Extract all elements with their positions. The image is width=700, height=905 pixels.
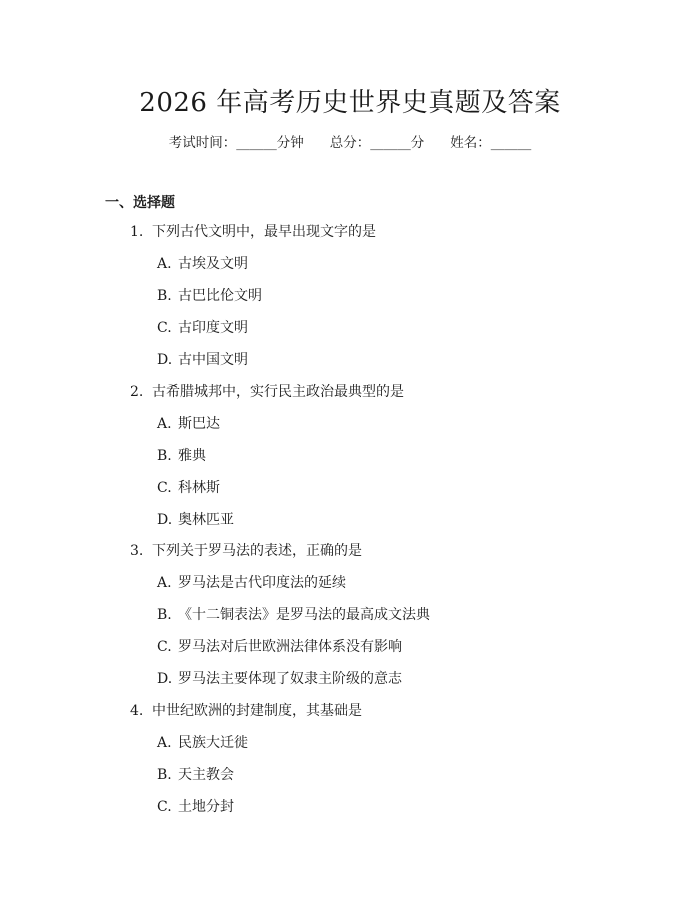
exam-time-field: 考试时间：______分钟	[168, 135, 304, 151]
option-text: 天主教会	[178, 767, 234, 783]
option-letter: A.	[157, 416, 172, 432]
question-number: 2.	[130, 384, 144, 400]
option-1c	[157, 319, 248, 337]
question-text: 古希腊城邦中，实行民主政治最典型的是	[152, 384, 404, 400]
section-heading: 一、选择题	[105, 195, 175, 211]
option-2d	[157, 511, 234, 529]
option-2b	[157, 447, 206, 465]
option-text: 《十二铜表法》是罗马法的最高成文法典	[178, 607, 430, 623]
option-4b	[157, 766, 234, 784]
question-text: 中世纪欧洲的封建制度，其基础是	[152, 703, 362, 719]
question-text: 下列古代文明中，最早出现文字的是	[152, 224, 376, 240]
exam-meta	[0, 131, 700, 151]
option-1d	[157, 351, 248, 369]
option-letter: C.	[157, 799, 172, 815]
option-letter: B.	[157, 448, 172, 464]
option-text: 科林斯	[178, 480, 220, 496]
option-letter: A.	[157, 256, 172, 272]
name-field: 姓名：______	[450, 135, 532, 151]
option-letter: D.	[157, 352, 173, 368]
question-4	[130, 702, 362, 720]
option-3c	[157, 638, 402, 656]
option-letter: B.	[157, 607, 172, 623]
option-letter: C.	[157, 320, 172, 336]
option-text: 古埃及文明	[178, 256, 248, 272]
option-letter: B.	[157, 767, 172, 783]
option-2a	[157, 415, 220, 433]
option-letter: D.	[157, 512, 173, 528]
option-1b	[157, 287, 262, 305]
option-text: 民族大迁徙	[178, 735, 248, 751]
question-3	[130, 542, 362, 560]
option-4a	[157, 734, 248, 752]
question-number: 3.	[130, 543, 144, 559]
question-2	[130, 383, 404, 401]
option-text: 古中国文明	[178, 352, 248, 368]
question-1	[130, 223, 376, 241]
option-3d	[157, 670, 402, 688]
option-letter: C.	[157, 480, 172, 496]
option-letter: B.	[157, 288, 172, 304]
question-text: 下列关于罗马法的表述，正确的是	[152, 543, 362, 559]
page-title: 2026 年高考历史世界史真题及答案	[139, 88, 561, 118]
option-text: 奥林匹亚	[178, 512, 234, 528]
option-text: 土地分封	[178, 799, 234, 815]
option-text: 古巴比伦文明	[178, 288, 262, 304]
option-3b	[157, 606, 430, 624]
question-number: 1.	[130, 224, 144, 240]
option-text: 罗马法是古代印度法的延续	[178, 575, 346, 591]
option-text: 罗马法对后世欧洲法律体系没有影响	[178, 639, 402, 655]
option-4c	[157, 798, 234, 816]
option-2c	[157, 479, 220, 497]
option-3a	[157, 574, 346, 592]
option-letter: A.	[157, 735, 172, 751]
option-text: 斯巴达	[178, 416, 220, 432]
option-letter: A.	[157, 575, 172, 591]
option-1a	[157, 255, 248, 273]
option-text: 古印度文明	[178, 320, 248, 336]
option-letter: C.	[157, 639, 172, 655]
question-number: 4.	[130, 703, 144, 719]
total-score-field: 总分：______分	[329, 135, 425, 151]
option-text: 罗马法主要体现了奴隶主阶级的意志	[178, 671, 402, 687]
option-text: 雅典	[178, 448, 206, 464]
option-letter: D.	[157, 671, 173, 687]
